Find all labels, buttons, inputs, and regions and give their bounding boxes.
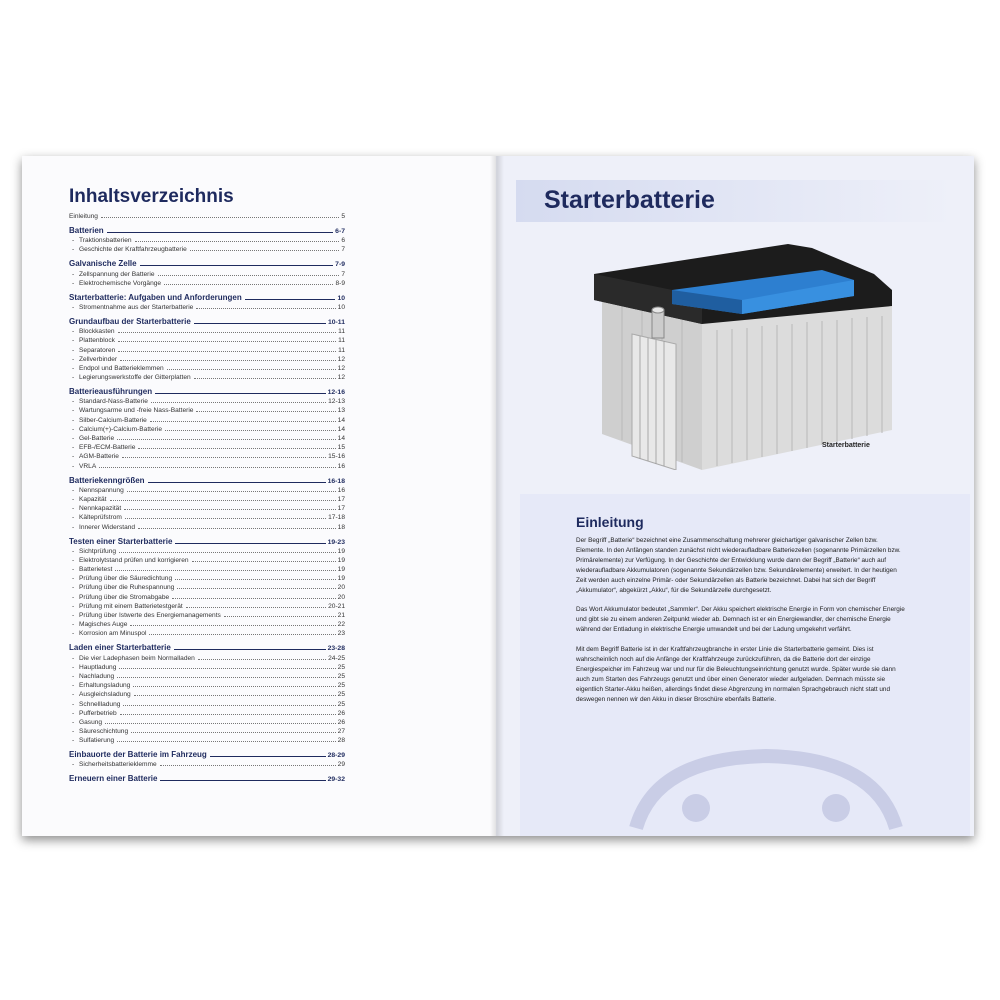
toc-label: - Nachladung	[69, 673, 115, 680]
toc-section	[69, 641, 345, 652]
toc-section	[69, 224, 345, 235]
toc-leader	[118, 332, 337, 333]
toc-leader	[118, 351, 336, 352]
toc-entry	[69, 424, 345, 433]
toc-label: - Sicherheitsbatterieklemme	[69, 761, 158, 768]
toc-label: Testen einer Starterbatterie	[69, 536, 173, 546]
toc-entry	[69, 372, 345, 381]
toc-entry	[69, 494, 345, 503]
toc-leader	[164, 284, 333, 285]
toc-entry	[69, 235, 345, 244]
toc-label: Batteriekenngrößen	[69, 475, 145, 485]
toc-label: - Standard-Nass-Batterie	[69, 398, 149, 405]
toc-label: - Elektrolytstand prüfen und korrigieren	[69, 557, 190, 564]
toc-page: 27	[337, 728, 345, 736]
toc-leader	[155, 393, 325, 394]
toc-entry	[69, 521, 345, 530]
toc-entry	[69, 591, 345, 600]
toc-page: 28-29	[327, 752, 345, 760]
toc-leader	[120, 714, 336, 715]
toc-label: - Nennkapazität	[69, 505, 122, 512]
toc-page: 12-13	[328, 398, 345, 406]
right-page	[496, 156, 974, 836]
toc-section	[69, 315, 345, 326]
toc-label: - Pufferbetrieb	[69, 710, 118, 717]
toc-leader	[130, 625, 335, 626]
toc-page: 25	[337, 663, 345, 671]
toc-leader	[124, 509, 336, 510]
toc-page: 19	[337, 566, 345, 574]
toc-entry	[69, 671, 345, 680]
toc-leader	[140, 265, 334, 266]
toc-leader	[134, 695, 336, 696]
toc-label: Erneuern einer Batterie	[69, 774, 158, 784]
toc-leader	[194, 378, 336, 379]
toc-label: - Kapazität	[69, 496, 108, 503]
toc-page: 14	[337, 435, 345, 442]
toc-leader	[122, 457, 326, 458]
toc-leader	[224, 616, 336, 617]
toc-label: - Elektrochemische Vorgänge	[69, 280, 162, 287]
toc-label: - Zellspannung der Batterie	[69, 271, 156, 278]
toc-entry	[69, 396, 345, 405]
toc-leader	[101, 217, 339, 218]
toc-leader	[196, 308, 335, 309]
toc-page: 20	[337, 584, 345, 592]
toc-label: - Kälteprüfstrom	[69, 514, 123, 521]
toc-page: 21	[337, 612, 345, 619]
toc-entry	[69, 628, 345, 637]
toc-entry	[69, 405, 345, 414]
toc-section	[69, 535, 345, 546]
toc-leader	[198, 659, 326, 660]
toc-label: - Schnellladung	[69, 701, 121, 708]
toc-label: - Stromentnahme aus der Starterbatterie	[69, 304, 194, 311]
toc-label: - EFB-/ECM-Batterie	[69, 444, 136, 451]
toc-entry	[69, 460, 345, 469]
toc-leader	[165, 430, 336, 431]
toc-leader	[110, 500, 336, 501]
car-watermark-icon	[616, 748, 916, 836]
toc-label: Batterieausführungen	[69, 387, 153, 397]
toc-page: 25	[337, 700, 345, 708]
toc-entry	[69, 335, 345, 344]
toc-entry	[69, 759, 345, 768]
toc-entry	[69, 451, 345, 460]
toc-label: - Nennspannung	[69, 487, 125, 494]
toc-page: 17	[337, 505, 345, 513]
open-brochure	[22, 156, 974, 836]
toc-page: 18	[337, 523, 345, 531]
toc-leader	[196, 411, 335, 412]
toc-label: - Wartungsarme und -freie Nass-Batterie	[69, 407, 194, 414]
toc-page: 7	[341, 270, 345, 278]
toc-page: 10	[337, 294, 345, 302]
toc-label: - Erhaltungsladung	[69, 682, 131, 689]
toc-page: 22	[337, 621, 345, 629]
toc-page: 29-32	[327, 776, 345, 784]
toc-leader	[138, 528, 336, 529]
toc-entry	[69, 726, 345, 735]
toc-entry	[69, 652, 345, 661]
toc-entry	[69, 354, 345, 363]
toc-page: 11	[338, 328, 345, 336]
toc-leader	[133, 686, 335, 687]
toc-page: 13	[337, 407, 345, 415]
toc-label: - Ausgleichsladung	[69, 691, 132, 698]
toc-page: 6	[341, 237, 345, 245]
toc-entry	[69, 546, 345, 555]
toc-leader	[175, 579, 336, 580]
toc-entry	[69, 564, 345, 573]
intro-text	[576, 536, 906, 715]
toc-label: - Korrosion am Minuspol	[69, 630, 147, 637]
toc-leader	[150, 421, 336, 422]
toc-label: - Traktionsbatterien	[69, 237, 133, 244]
toc-section	[69, 385, 345, 396]
toc-page: 17	[337, 495, 345, 503]
toc-label: Einbauorte der Batterie im Fahrzeug	[69, 750, 207, 760]
toc-leader	[131, 732, 336, 733]
toc-label: - Batterietest	[69, 566, 113, 573]
toc-label: Grundaufbau der Starterbatterie	[69, 316, 191, 326]
toc-page: 7	[341, 246, 345, 254]
toc-page: 15-16	[328, 453, 345, 461]
toc-page: 25	[337, 672, 345, 680]
toc-label: - Prüfung über Istwerte des Energiemanagements	[69, 612, 222, 619]
toc-leader	[174, 649, 326, 650]
toc-page: 10	[337, 303, 345, 311]
toc-leader	[105, 723, 336, 724]
toc-leader	[148, 482, 326, 483]
toc-section	[69, 291, 345, 302]
toc-label: - VRLA	[69, 463, 97, 470]
toc-leader	[118, 341, 336, 342]
toc-label: - Silber-Calcium-Batterie	[69, 417, 148, 424]
toc-page: 14	[337, 425, 345, 433]
toc-title: Inhaltsverzeichnis	[69, 186, 234, 207]
toc-page: 28	[337, 737, 345, 745]
toc-entry	[69, 442, 345, 451]
toc-page: 5	[341, 213, 345, 220]
toc-page: 24-25	[328, 654, 345, 662]
toc-page: 16-18	[327, 477, 345, 485]
toc-entry	[69, 244, 345, 253]
toc-leader	[99, 467, 335, 468]
toc-label: - Gasung	[69, 719, 103, 726]
toc-page: 11	[338, 346, 345, 354]
toc-label: - Gel-Batterie	[69, 435, 115, 442]
toc-label: Batterien	[69, 226, 104, 235]
toc-page: 12	[337, 374, 345, 382]
toc-entry	[69, 555, 345, 564]
toc-entry	[69, 662, 345, 671]
toc-page: 19	[337, 547, 345, 555]
toc-leader	[245, 299, 336, 300]
toc-section	[69, 257, 345, 268]
toc-page: 6-7	[335, 228, 345, 235]
toc-entry	[69, 503, 345, 512]
toc-label: - Sichtprüfung	[69, 548, 117, 555]
table-of-contents	[69, 211, 345, 783]
toc-entry	[69, 512, 345, 521]
toc-leader	[115, 570, 335, 571]
toc-label: - Endpol und Batterieklemmen	[69, 365, 165, 372]
toc-entry	[69, 610, 345, 619]
toc-leader	[117, 677, 335, 678]
intro-paragraph: Der Begriff „Batterie“ bezeichnet eine Zusammenschaltung mehrerer gleichartiger galvanischer Zellen bzw. Elemente. In den Anfängen standen zunächst nicht wiederaufladbare Batteriezellen (sogenannte Primärzellen bzw. Primärelemente) zur Verfügung. In der Geschichte der Entwicklung wurde dann der Begriff „Batterie“ auch auf wiederaufladbare Akkumulatoren (sogenannte Sekundärzellen bzw. Sekundärelemente) erweitert. In der heutigen Zeit werden auch einzelne Primär- oder Sekundärzellen als Batterie bezeichnet. Dabei hat sich der Begriff „Akkumulator“, abgekürzt „Akku“, für die Sekundärzelle durchgesetzt.	[576, 537, 901, 594]
intro-paragraph: Mit dem Begriff Batterie ist in der Kraftfahrzeugbranche in erster Linie die Starterbatterie gemeint. Dies ist wahrscheinlich noch auf die Anfänge der Kraftfahrzeuge zurückzuführen, da die Batterie dort der einzige Energiespeicher im Fahrzeug war und nur für die Beleuchtungseinrichtung genutzt wurde. Später wurde sie dann auch zum Starten des Fahrzeugs genutzt und über einen Generator wieder aufgeladen. Demnach müsste sie eigentlich Starter-Akku heißen, allerdings findet diese Abgrenzung im normalen Sprachgebrauch nicht statt und deswegen nennen wir den Akku in dieser Broschüre ebenfalls Batterie.	[576, 646, 896, 703]
toc-page: 23	[337, 630, 345, 638]
toc-leader	[177, 588, 335, 589]
intro-paragraph: Das Wort Akkumulator bedeutet „Sammler“. Der Akku speichert elektrische Energie in Form von chemischer Energie und gibt sie zu einem anderen Zeitpunkt wieder ab. Demnach ist er ein Energiewandler, der chemische Energie während der Entladung in elektrische Energie umwandelt und bei der Ladung umgekehrt verfährt.	[576, 606, 905, 634]
toc-section	[69, 474, 345, 485]
toc-leader	[125, 518, 326, 519]
toc-leader	[151, 402, 326, 403]
toc-entry	[69, 433, 345, 442]
toc-label: - Prüfung über die Stromabgabe	[69, 594, 170, 601]
toc-label: - AGM-Batterie	[69, 453, 120, 460]
toc-leader	[175, 543, 325, 544]
toc-page: 16	[337, 486, 345, 494]
toc-page: 12-16	[327, 389, 345, 397]
toc-section	[69, 748, 345, 759]
toc-leader	[158, 275, 340, 276]
toc-label: - Separatoren	[69, 347, 116, 354]
toc-leader	[117, 439, 335, 440]
toc-page: 25	[337, 691, 345, 699]
toc-entry	[69, 573, 345, 582]
toc-page: 26	[337, 709, 345, 717]
toc-leader	[138, 448, 335, 449]
toc-page: 7-9	[335, 261, 345, 269]
toc-page: 10-11	[327, 318, 345, 326]
toc-label: Galvanische Zelle	[69, 259, 137, 269]
intro-heading: Einleitung	[576, 514, 644, 530]
toc-entry	[69, 601, 345, 610]
toc-page: 23-28	[327, 645, 345, 653]
toc-label: - Geschichte der Kraftfahrzeugbatterie	[69, 246, 188, 253]
toc-label: - Hauptladung	[69, 664, 117, 671]
toc-entry	[69, 619, 345, 628]
toc-leader	[120, 360, 336, 361]
toc-label: - Die vier Ladephasen beim Normalladen	[69, 655, 196, 662]
toc-leader	[160, 780, 325, 781]
toc-entry	[69, 485, 345, 494]
toc-page: 17-18	[328, 514, 345, 522]
toc-leader	[167, 369, 336, 370]
toc-entry	[69, 326, 345, 335]
toc-entry	[69, 344, 345, 353]
toc-page: 11	[338, 337, 345, 345]
toc-leader	[107, 232, 333, 233]
image-caption: Starterbatterie	[822, 442, 870, 449]
toc-leader	[135, 241, 340, 242]
toc-leader	[192, 561, 336, 562]
toc-label: - Magisches Auge	[69, 621, 128, 628]
toc-leader	[149, 634, 335, 635]
toc-section	[69, 772, 345, 783]
toc-leader	[119, 668, 335, 669]
toc-leader	[190, 250, 340, 251]
toc-entry	[69, 302, 345, 311]
toc-label: - Säureschichtung	[69, 728, 129, 735]
toc-label: - Innerer Widerstand	[69, 524, 136, 531]
toc-page: 16	[337, 462, 345, 470]
toc-page: 20	[337, 593, 345, 601]
toc-entry	[69, 363, 345, 372]
toc-label: - Calcium(+)-Calcium-Batterie	[69, 426, 163, 433]
toc-label: Laden einer Starterbatterie	[69, 643, 171, 653]
toc-page: 19	[337, 556, 345, 564]
toc-label: - Blockkasten	[69, 328, 116, 335]
toc-entry	[69, 268, 345, 277]
book-spine	[490, 156, 504, 836]
toc-leader	[127, 491, 336, 492]
toc-entry	[69, 689, 345, 698]
toc-page: 12	[337, 355, 345, 363]
toc-page: 26	[337, 718, 345, 726]
toc-entry	[69, 211, 345, 220]
toc-page: 19	[337, 575, 345, 583]
toc-entry	[69, 698, 345, 707]
toc-leader	[123, 705, 335, 706]
toc-leader	[172, 598, 335, 599]
toc-page: 12	[337, 364, 345, 372]
toc-entry	[69, 708, 345, 717]
toc-entry	[69, 680, 345, 689]
toc-page: 8-9	[335, 279, 345, 287]
toc-label: - Prüfung über die Säuredichtung	[69, 575, 173, 582]
page-title: Starterbatterie	[544, 186, 715, 214]
toc-label: - Sulfatierung	[69, 737, 115, 744]
toc-label: - Zellverbinder	[69, 356, 118, 363]
toc-leader	[160, 765, 336, 766]
battery-illustration	[592, 234, 898, 470]
toc-entry	[69, 278, 345, 287]
toc-entry	[69, 582, 345, 591]
toc-label: Einleitung	[69, 213, 98, 220]
toc-page: 14	[337, 416, 345, 424]
toc-page: 15	[337, 444, 345, 452]
toc-leader	[117, 741, 335, 742]
toc-page: 25	[337, 682, 345, 690]
toc-leader	[210, 756, 326, 757]
toc-label: - Prüfung mit einem Batterietestgerät	[69, 603, 184, 610]
toc-label: - Plattenblock	[69, 337, 116, 344]
toc-entry	[69, 717, 345, 726]
toc-label: - Legierungswerkstoffe der Gitterplatten	[69, 374, 192, 381]
toc-leader	[194, 323, 326, 324]
toc-page: 19-23	[327, 538, 345, 546]
toc-label: Starterbatterie: Aufgaben und Anforderungen	[69, 292, 242, 302]
toc-page: 29	[337, 761, 345, 769]
toc-entry	[69, 735, 345, 744]
left-page	[22, 156, 496, 836]
toc-page: 20-21	[328, 602, 345, 610]
toc-label: - Prüfung über die Ruhespannung	[69, 584, 175, 591]
toc-leader	[119, 552, 336, 553]
toc-leader	[186, 607, 326, 608]
toc-entry	[69, 414, 345, 423]
